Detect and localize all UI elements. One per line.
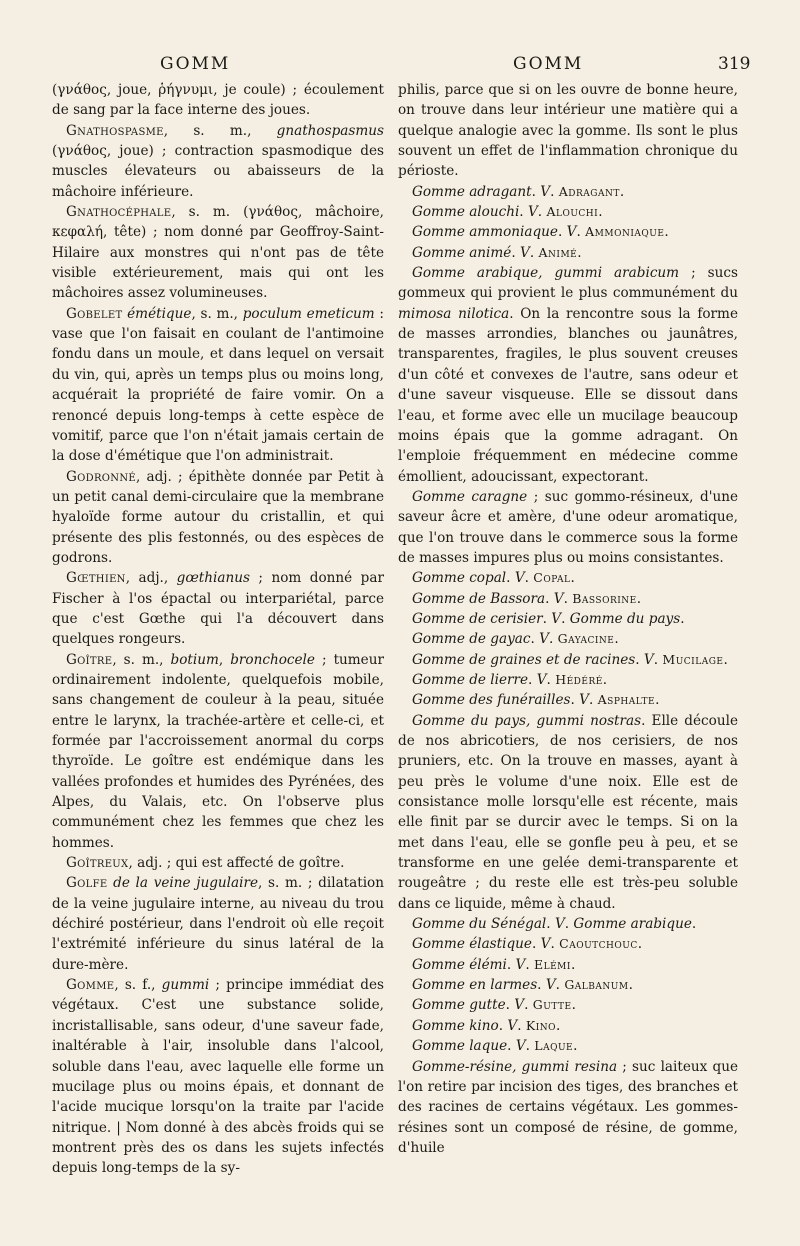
dictionary-entry xyxy=(398,568,738,588)
dictionary-entry xyxy=(52,467,384,569)
dictionary-entry xyxy=(398,202,738,222)
entry-text: . xyxy=(602,671,608,688)
italic-text: gnathospasmus xyxy=(276,122,384,139)
entry-text: . xyxy=(506,570,515,587)
dictionary-entry xyxy=(398,589,738,609)
entry-text: . xyxy=(664,224,669,241)
italic-text: V xyxy=(579,692,589,709)
italic-text: V xyxy=(553,590,564,607)
headword: Golfe xyxy=(66,875,108,892)
entry-text: , s. m., xyxy=(112,651,171,668)
entry-text: . xyxy=(680,610,685,627)
entry-text: . xyxy=(550,936,560,953)
italic-text: botium xyxy=(170,651,219,668)
entry-text: . xyxy=(571,997,576,1014)
entry-text: . xyxy=(614,631,619,648)
italic-text: Gomme élastique xyxy=(412,936,532,953)
italic-text: Gomme de graines et de racines xyxy=(412,651,636,668)
italic-text: Gomme en larmes xyxy=(412,977,538,994)
cross-reference: Laque xyxy=(534,1038,574,1054)
italic-text: V xyxy=(514,997,525,1014)
dictionary-entry xyxy=(398,1036,738,1056)
italic-text: Gomme kino xyxy=(412,1017,499,1034)
dictionary-entry xyxy=(52,650,384,853)
entry-text: . xyxy=(563,590,573,607)
dictionary-entry xyxy=(398,934,738,954)
page-number: 319 xyxy=(718,54,751,74)
italic-text: V xyxy=(551,610,562,627)
italic-text: Gomme arabique xyxy=(573,916,692,933)
italic-text: V xyxy=(554,916,565,933)
entry-text: ; nom donné par Fischer à l'os épactal ou interpariétal, parce que c'est Gœthe qui l'a découvert dans quelques rongeurs. xyxy=(52,570,384,648)
italic-text: V xyxy=(536,671,547,688)
entry-text: . xyxy=(524,570,534,587)
cross-reference: Gayacine xyxy=(557,631,615,647)
cross-reference: Gutte xyxy=(532,997,572,1013)
entry-text: . xyxy=(525,956,535,973)
dictionary-entry xyxy=(52,568,384,649)
entry-text: . Elle découle de nos abricotiers, de nos cerisiers, de nos pruniers, etc. On la trouve en masses, ayant à peu près le volume d'une noix. Elle est de consistance molle lorsqu'elle est récente, mais elle finit par se durcir avec le temps. Si on la met dans l'eau, elle se gonfle peu à peu, et se transforme en une gelée demi-transparente et rougeâtre ; du reste elle est très-peu soluble dans ce liquide, même à chaud. xyxy=(398,712,738,912)
right-column xyxy=(398,80,738,1158)
entry-text: . xyxy=(545,590,554,607)
entry-text: . xyxy=(548,631,558,648)
entry-text: . xyxy=(628,977,633,994)
italic-text: Gomme de Bassora xyxy=(412,590,546,607)
dictionary-entry xyxy=(398,182,738,202)
entry-text: . xyxy=(546,671,556,688)
italic-text: poculum emeticum xyxy=(242,305,375,322)
cross-reference: Asphalte xyxy=(597,692,656,708)
italic-text: Gomme du pays, gummi nostras xyxy=(412,712,642,729)
entry-text: ; suc gommo-résineux, d'une saveur âcre et amère, d'une odeur aromatique, que l'on trouve dans le commerce sous la forme de masses impures plus ou moins consistantes. xyxy=(398,488,738,566)
headword: Goîtreux xyxy=(66,855,129,872)
italic-text: gœthianus xyxy=(176,570,250,587)
entry-text: (γνάθος, joue, ῥήγνυμι, je coule) ; écoulement de sang par la face interne des joues. xyxy=(52,82,384,119)
running-head-left: GOMM xyxy=(160,54,231,74)
entry-text: . xyxy=(530,631,540,648)
cross-reference: Hédéré xyxy=(555,671,603,687)
entry-text: . On la rencontre sous la forme de masses arrondies, blanches ou jaunâtres, transparentes, fragiles, le plus souvent creuses d'un côté et convexes de l'autre, sans odeur et d'une saveur visqueuse. Elle se dissout dans l'eau, et forme avec elle un mucilage beaucoup moins épais que la gomme adragant. On l'emploie fréquemment en médecine comme émollient, adoucissant, expectorant. xyxy=(398,305,738,485)
cross-reference: Mucilage xyxy=(662,651,724,667)
dictionary-entry xyxy=(398,487,738,568)
dictionary-entry xyxy=(52,853,384,873)
entry-text: . xyxy=(573,1038,578,1055)
entry-text: . xyxy=(519,204,528,221)
entry-text: . xyxy=(577,244,582,261)
entry-text: . xyxy=(636,590,642,607)
headword: Goître xyxy=(66,651,113,668)
entry-text: . xyxy=(537,977,546,994)
dictionary-entry xyxy=(398,650,738,670)
italic-text: Gomme ammoniaque xyxy=(412,224,558,241)
cross-reference: Elémi xyxy=(534,956,571,972)
entry-text: . xyxy=(550,183,559,200)
dictionary-entry xyxy=(52,202,384,304)
headword: Gomme xyxy=(66,977,115,994)
cross-reference: Caoutchouc xyxy=(559,936,638,952)
entry-text: . xyxy=(528,671,537,688)
italic-text: V xyxy=(539,631,549,648)
entry-text: . xyxy=(723,651,728,668)
entry-text: . xyxy=(498,1017,508,1034)
headword: Godronné xyxy=(66,468,137,485)
italic-text: V xyxy=(507,1017,518,1034)
italic-text: V xyxy=(515,1038,526,1055)
dictionary-entry xyxy=(398,670,738,690)
entry-text: . xyxy=(511,244,520,261)
entry-text: . xyxy=(507,1038,516,1055)
dictionary-entry xyxy=(398,955,738,975)
entry-text: . xyxy=(576,224,586,241)
entry-text: ; principe immédiat des végétaux. C'est une substance solide, incristallisable, sans odeur, d'une saveur fade, inaltérable à l'air, insoluble dans l'alcool, soluble dans l'eau, avec laquelle elle forme un mucilage plus ou moins épais, et donnant de l'acide mucique lorsqu'on la traite par l'acide nitrique. | Nom donné à des abcès froids qui se montrent près des os dans les sujets infectés depuis long-temps de la sy- xyxy=(52,977,384,1177)
italic-text: Gomme caragne xyxy=(412,488,528,505)
dictionary-entry xyxy=(52,873,384,975)
dictionary-entry xyxy=(398,975,738,995)
italic-text: V xyxy=(566,224,577,241)
entry-text: , adj. ; épithète donnée par Petit à un petit canal demi-circulaire que la membrane hyaloïde forme autour du cristallin, et qui présente des plis festonnés, ou des espèces de godrons. xyxy=(52,468,384,566)
dictionary-entry xyxy=(398,243,738,263)
dictionary-entry xyxy=(398,629,738,649)
entry-text: (γνάθος, joue) ; contraction spasmodique des muscles élevateurs ou abaisseurs de la mâchoire inférieure. xyxy=(52,143,384,200)
italic-text: Gomme laque xyxy=(412,1038,508,1055)
cross-reference: Alouchi xyxy=(546,204,599,220)
dictionary-entry xyxy=(398,1016,738,1036)
italic-text: V xyxy=(520,244,530,261)
entry-text: . xyxy=(506,956,516,973)
entry-text: . xyxy=(570,570,575,587)
dictionary-entry xyxy=(52,975,384,1178)
entry-text: , adj., xyxy=(125,570,177,587)
italic-text: émétique xyxy=(127,305,192,322)
dictionary-entry xyxy=(398,914,738,934)
italic-text: de la veine jugulaire xyxy=(113,875,259,892)
entry-text: . xyxy=(525,1038,535,1055)
headword: Gnathospasme xyxy=(66,122,164,139)
entry-text: . xyxy=(561,610,570,627)
italic-text: Gomme des funérailles xyxy=(412,692,571,709)
italic-text: Gomme adragant xyxy=(412,183,532,200)
italic-text: Gomme du pays xyxy=(569,610,681,627)
italic-text: Gomme de gayac xyxy=(412,631,531,648)
cross-reference: Animé xyxy=(538,244,578,260)
entry-text: , s. m., xyxy=(191,305,243,322)
cross-reference: Galbanum xyxy=(564,977,629,993)
entry-text: . xyxy=(517,1017,526,1034)
entry-text: , s. m. ; dilatation de la veine jugulaire interne, au niveau du trou déchiré postérieur, dans l'endroit où elle reçoit l'extrémité inférieure du sinus latéral de la dure-mère. xyxy=(52,875,384,973)
headword: Gnathocéphale xyxy=(66,204,172,221)
italic-text: V xyxy=(514,570,525,587)
entry-text: , s. f., xyxy=(114,977,162,994)
entry-text: ; suc laiteux que l'on retire par incision des tiges, des branches et des racines de certains végétaux. Les gommes-résines sont un composé de résine, de gomme, d'huile xyxy=(398,1058,738,1156)
cross-reference: Copal xyxy=(533,570,571,586)
entry-text: . xyxy=(556,1017,561,1034)
cross-reference: Ammoniaque xyxy=(585,224,665,240)
entry-text: . xyxy=(555,977,565,994)
italic-text: Gomme élémi xyxy=(412,956,507,973)
dictionary-entry xyxy=(398,711,738,914)
italic-text: Gomme copal xyxy=(412,570,507,587)
italic-text: Gomme de lierre xyxy=(412,671,529,688)
cross-reference: Adragant xyxy=(558,183,620,199)
headword: Gobelet xyxy=(66,305,123,322)
dictionary-entry xyxy=(52,80,384,121)
dictionary-entry xyxy=(398,1057,738,1159)
running-head-right: GOMM xyxy=(513,54,584,74)
headword: Gœthien xyxy=(66,570,126,587)
italic-text: Gomme animé xyxy=(412,244,512,261)
entry-text: . xyxy=(637,936,643,953)
dictionary-entry xyxy=(398,690,738,710)
italic-text: mimosa nilotica xyxy=(398,305,510,322)
italic-text: Gomme gutte xyxy=(412,997,506,1014)
italic-text: V xyxy=(527,204,538,221)
entry-text: : vase que l'on faisait en coulant de l'antimoine fondu dans un moule, et dans lequel on versait du vin, qui, après un temps plus ou moins long, acquérait la propriété de faire vomir. On a renoncé depuis long-temps à cette espèce de vomitif, parce que l'on n'était jamais certain de la dose d'émétique que l'on administrait. xyxy=(52,305,384,465)
entry-text: . xyxy=(588,692,598,709)
entry-text: . xyxy=(655,692,660,709)
entry-text: ; sucs gommeux qui provient le plus communément du xyxy=(398,265,738,302)
entry-text: . xyxy=(653,651,663,668)
italic-text: V xyxy=(540,936,551,953)
dictionary-entry xyxy=(398,609,738,629)
entry-text: . xyxy=(524,997,533,1014)
entry-text: . xyxy=(529,244,539,261)
entry-text: . xyxy=(531,183,541,200)
entry-text: . xyxy=(635,651,644,668)
entry-text: . xyxy=(531,936,541,953)
entry-text: . xyxy=(691,916,697,933)
entry-text: . xyxy=(537,204,547,221)
italic-text: Gomme du Sénégal xyxy=(412,916,547,933)
entry-text: , s. m., xyxy=(163,122,277,139)
entry-text: philis, parce que si on les ouvre de bonne heure, on trouve dans leur intérieur une matière qui a quelque analogie avec la gomme. Ils sont le plus souvent un effet de l'inflammation chronique du périoste. xyxy=(398,82,738,180)
entry-text: . xyxy=(542,610,552,627)
left-column xyxy=(52,80,384,1179)
italic-text: Gomme arabique, gummi arabicum xyxy=(412,265,680,282)
entry-text: , adj. ; qui est affecté de goître. xyxy=(128,855,345,872)
italic-text: V xyxy=(540,183,551,200)
entry-text: . xyxy=(598,204,603,221)
italic-text: gummi xyxy=(161,977,210,994)
dictionary-entry xyxy=(52,304,384,467)
entry-text: , s. m. (γνάθος, mâchoire, κεφαλή, tête) ; nom donné par Geoffroy-Saint-Hilaire aux monstres qui n'ont pas de tête visible extérieurement, mais qui ont les mâchoires assez volumineuses. xyxy=(52,204,384,302)
italic-text: Gomme alouchi xyxy=(412,204,520,221)
italic-text: V xyxy=(545,977,556,994)
italic-text: Gomme-résine, gummi resina xyxy=(412,1058,618,1075)
cross-reference: Bassorine xyxy=(572,590,637,606)
italic-text: V xyxy=(515,956,526,973)
cross-reference: Kino xyxy=(525,1017,557,1033)
italic-text: V xyxy=(643,651,654,668)
entry-text: . xyxy=(570,956,576,973)
entry-text: . xyxy=(505,997,515,1014)
entry-text: . xyxy=(557,224,567,241)
entry-text: . xyxy=(619,183,625,200)
entry-text: ; tumeur ordinairement indolente, quelquefois mobile, sans changement de couleur à la peau, située entre le larynx, la trachée-artère et celle-ci, et formée par l'accroissement anormal du corps thyroïde. Le goître est endémique dans les vallées profondes et humides des Pyrénées, des Alpes, du Valais, etc. On l'observe plus communément chez les femmes que chez les hommes. xyxy=(52,651,384,851)
dictionary-entry xyxy=(398,80,738,182)
italic-text: Gomme de cerisier xyxy=(412,610,543,627)
dictionary-entry xyxy=(52,121,384,202)
entry-text: . xyxy=(570,692,580,709)
entry-text: . xyxy=(546,916,555,933)
dictionary-entry xyxy=(398,263,738,487)
dictionary-entry xyxy=(398,995,738,1015)
entry-text: . xyxy=(564,916,574,933)
dictionary-entry xyxy=(398,222,738,242)
italic-text: bronchocele xyxy=(230,651,315,668)
entry-text: , xyxy=(218,651,231,668)
